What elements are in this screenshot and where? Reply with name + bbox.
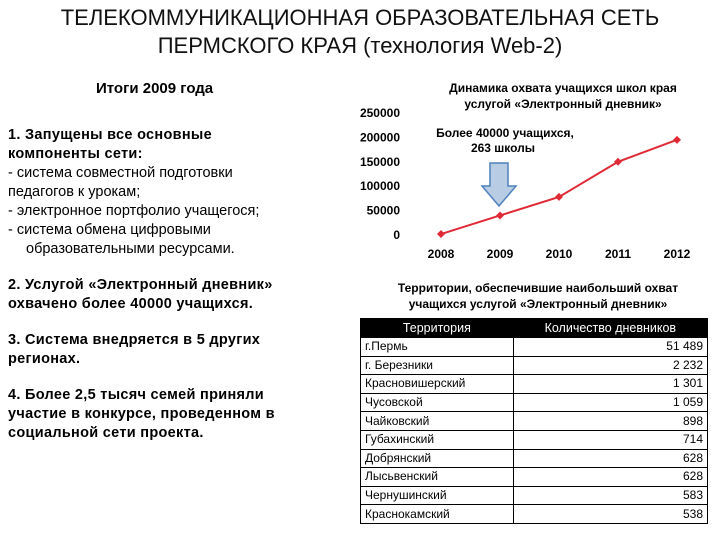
table-row — [361, 338, 708, 357]
territory-name: Чернушинский — [361, 486, 514, 505]
table-header-row — [361, 319, 708, 338]
data-point-marker — [496, 211, 504, 219]
table-row — [361, 375, 708, 394]
result-1-line: - электронное портфолио учащегося; — [8, 203, 260, 219]
territory-name: Краснокамский — [361, 505, 514, 524]
result-item-4 — [8, 386, 344, 443]
column-header-territory: Территория — [361, 319, 514, 338]
y-tick-label: 200000 — [359, 130, 400, 145]
results-subheading: Итоги 2009 года — [96, 80, 214, 97]
x-tick-label: 2011 — [604, 247, 632, 261]
territory-name: Чусовской — [361, 393, 514, 412]
diary-count: 1 301 — [513, 375, 707, 394]
result-1-line: компоненты сети: — [8, 146, 143, 162]
data-point-marker — [437, 230, 445, 238]
diary-count: 898 — [513, 412, 707, 431]
territory-name: Лысьвенский — [361, 468, 514, 487]
diary-count: 628 — [513, 468, 707, 487]
territory-name: Чайковский — [361, 412, 514, 431]
chart-title-line-2: услугой «Электронный дневник» — [464, 97, 662, 111]
result-1-line: - система совместной подготовки — [8, 165, 233, 181]
result-1-line: образовательными ресурсами. — [26, 241, 235, 257]
result-1-line: педагогов к урокам; — [8, 184, 141, 200]
callout-arrow-icon — [482, 163, 516, 206]
diary-count: 51 489 — [513, 338, 707, 357]
territory-name: Красновишерский — [361, 375, 514, 394]
table-title-line-1: Территории, обеспечившие наибольший охват — [397, 281, 679, 295]
annotation-text: 263 школы — [470, 141, 536, 155]
territory-name: Добрянский — [361, 449, 514, 468]
table-row — [361, 430, 708, 449]
y-tick-label: 50000 — [366, 203, 400, 218]
result-item-2 — [8, 276, 344, 314]
x-tick-label: 2008 — [427, 247, 455, 261]
result-3-line: регионах. — [8, 351, 81, 367]
x-tick-label: 2012 — [663, 247, 691, 261]
diary-count: 2 232 — [513, 356, 707, 375]
table-row — [361, 505, 708, 524]
column-header-count: Количество дневников — [513, 319, 707, 338]
chart-title-line-1: Динамика охвата учащихся школ края — [449, 81, 677, 95]
result-1-line: - система обмена цифровыми — [8, 222, 211, 238]
diary-count: 1 059 — [513, 393, 707, 412]
table-row — [361, 449, 708, 468]
territory-name: г.Пермь — [361, 338, 514, 357]
table-title — [356, 280, 720, 312]
result-item-3 — [8, 331, 344, 369]
y-tick-label: 0 — [393, 228, 400, 242]
diary-count: 583 — [513, 486, 707, 505]
table-title-line-2: учащихся услугой «Электронный дневник» — [408, 297, 668, 311]
title-line-2: ПЕРМСКОГО КРАЯ (технология Web-2) — [157, 33, 563, 58]
territory-name: Губахинский — [361, 430, 514, 449]
result-1-line: 1. Запущены все основные — [8, 127, 212, 143]
annotation-text: Более 40000 учащихся, — [436, 126, 574, 140]
x-tick-label: 2009 — [486, 247, 514, 261]
territory-name: г. Березники — [361, 356, 514, 375]
diary-count: 714 — [513, 430, 707, 449]
y-tick-label: 250000 — [359, 106, 400, 120]
territories-table — [360, 318, 708, 524]
table-row — [361, 393, 708, 412]
table-row — [361, 412, 708, 431]
y-tick-label: 100000 — [359, 179, 400, 194]
result-4-line: социальной сети проекта. — [8, 425, 204, 441]
diary-count: 628 — [513, 449, 707, 468]
table-row — [361, 356, 708, 375]
title-line-1: ТЕЛЕКОММУНИКАЦИОННАЯ ОБРАЗОВАТЕЛЬНАЯ СЕТЬ — [60, 5, 660, 30]
data-point-marker — [673, 136, 681, 144]
result-2-line: 2. Услугой «Электронный дневник» — [8, 277, 273, 293]
table-row — [361, 468, 708, 487]
table-row — [361, 486, 708, 505]
result-4-line: 4. Более 2,5 тысяч семей приняли — [8, 387, 265, 403]
result-2-line: охвачено более 40000 учащихся. — [8, 296, 254, 312]
y-tick-label: 150000 — [359, 154, 400, 169]
result-4-line: участие в конкурсе, проведенном в — [8, 406, 275, 422]
diary-count: 538 — [513, 505, 707, 524]
result-3-line: 3. Система внедряется в 5 других — [8, 332, 261, 348]
x-tick-label: 2010 — [545, 247, 573, 261]
